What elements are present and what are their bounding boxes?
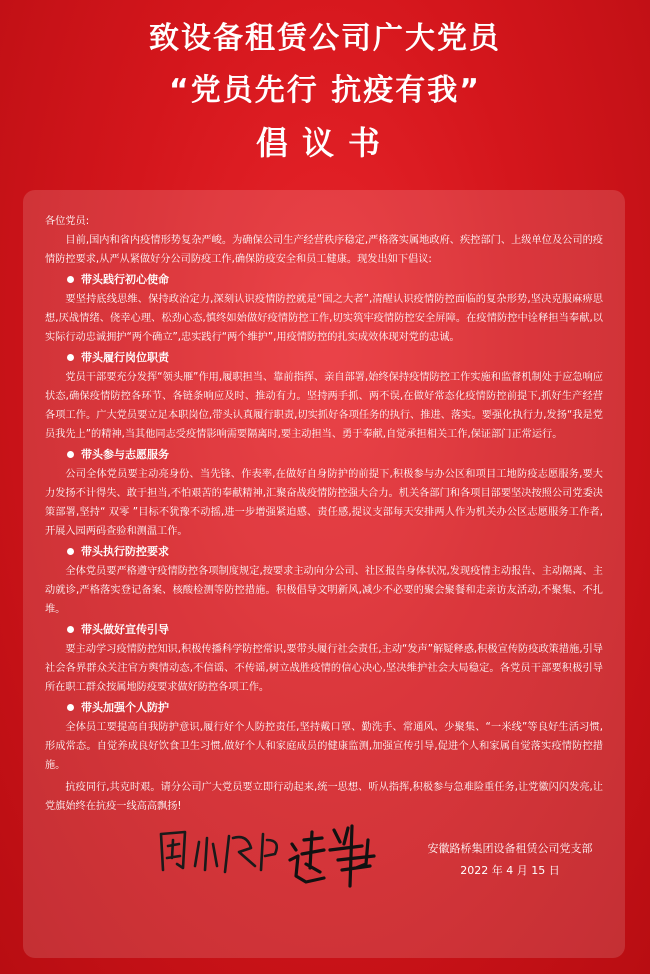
- section-body: 全体员工要提高自我防护意识,履行好个人防控责任,坚持戴口罩、勤洗手、常通风、少聚集、“一米线”等良好生活习惯,形成常态。自觉养成良好饮食卫生习惯,做好个人和家庭成员的健康监测,加强宣传引导,促进个人和家属自觉落实疫情防控措施。: [45, 722, 603, 771]
- bullet-icon: [67, 354, 74, 361]
- section-body: 党员干部要充分发挥“领头雁”作用,履职担当、靠前指挥、亲自部署,始终保持疫情防控工作实施和监督机制处于应急响应状态,确保疫情防控各环节、各链条响应及时、推动有力。坚持两手抓、两不误,在做好常态化疫情防控前提下,抓好生产经营各项工作。广大党员要立足本职岗位,带头认真履行职责,切实抓好各项任务的执行、推进、落实。要强化执行力,发扬“我是党员我先上”的精神,当其他同志受疫情影响需要隔离时,要主动担当、勇于奉献,自觉承担相关工作,保证部门正常运行。: [45, 372, 603, 440]
- handwritten-signature-1: [155, 826, 290, 878]
- bullet-icon: [67, 548, 74, 555]
- bullet-icon: [67, 276, 74, 283]
- closing-paragraph: 抗疫同行,共克时艰。请分公司广大党员要立即行动起来,统一思想、听从指挥,积极参与急难险重任务,让党徽闪闪发亮,让党旗始终在抗疫一线高高飘扬!: [45, 782, 603, 812]
- handwritten-signature-2: [282, 820, 392, 890]
- section-body: 公司全体党员要主动亮身份、当先锋、作表率,在做好自身防护的前提下,积极参与办公区和项目工地防疫志愿服务,要大力发扬不计得失、敢于担当,不怕艰苦的奉献精神,汇聚奋战疫情防控强大合力。机关各部门和各项目部要坚决按照公司党委决策部署,坚持“ 双零 ”目标不犹豫不动摇,进一步增强紧迫感、责任感,提议支部每天安排两人作为机关办公区志愿服务工作者,开展入园两码查验和测温工作。: [45, 469, 603, 537]
- title-line-3: 倡议书: [255, 124, 394, 162]
- section-body: 要坚持底线思维、保持政治定力,深刻认识疫情防控就是“国之大者”,清醒认识疫情防控面临的复杂形势,坚决克服麻痹思想,厌战情绪、侥幸心理、松劲心态,慎终如始做好疫情防控工作,切实筑牢疫情防控安全屏障。在疫情防控中诠释担当奉献,以实际行动忠诚拥护“两个确立”,忠实践行“两个维护”,用疫情防控的扎实成效体现对党的忠诚。: [45, 294, 603, 343]
- section-heading: 带头履行岗位职责: [45, 347, 603, 368]
- salutation: 各位党员:: [45, 216, 90, 227]
- letter-body: [45, 212, 603, 816]
- title-line-2: “党员先行 抗疫有我”: [169, 73, 481, 108]
- section-heading: 带头践行初心使命: [45, 269, 603, 290]
- section-body: 全体党员要严格遵守疫情防控各项制度规定,按要求主动向分公司、社区报告身体状况,发现疫情主动报告、主动隔离、主动就诊,严格落实登记备案、核酸检测等防控措施。积极倡导文明新风,减少不必要的聚会聚餐和走亲访友活动,不聚集、不扎堆。: [45, 566, 603, 615]
- bullet-icon: [67, 704, 74, 711]
- bullet-icon: [67, 451, 74, 458]
- issue-date: 2022 年 4 月 15 日: [460, 864, 560, 877]
- intro-paragraph: 目前,国内和省内疫情形势复杂严峻。为确保公司生产经营秩序稳定,严格落实属地政府、疾控部门、上级单位及公司的疫情防控要求,从严从紧做好分公司防疫工作,确保防疫安全和员工健康。现发出如下倡议:: [45, 235, 603, 265]
- section-heading: 带头执行防控要求: [45, 541, 603, 562]
- section-heading: 带头参与志愿服务: [45, 444, 603, 465]
- section-heading: 带头加强个人防护: [45, 697, 603, 718]
- section-body: 要主动学习疫情防控知识,积极传播科学防控常识,要带头履行社会责任,主动“发声”解疑释惑,积极宣传防疫政策措施,引导社会各界群众关注官方舆情动态,不信谣、不传谣,树立战胜疫情的信心决心,坚决维护社会大局稳定。各党员干部要积极引导所在职工群众按属地防疫要求做好防控各项工作。: [45, 644, 603, 693]
- organization-name: 安徽路桥集团设备租赁公司党支部: [427, 842, 593, 855]
- section-heading: 带头做好宣传引导: [45, 619, 603, 640]
- bullet-icon: [67, 626, 74, 633]
- header: [0, 18, 650, 166]
- signature-area: [0, 818, 650, 898]
- title-line-1: 致设备租赁公司广大党员: [149, 21, 501, 56]
